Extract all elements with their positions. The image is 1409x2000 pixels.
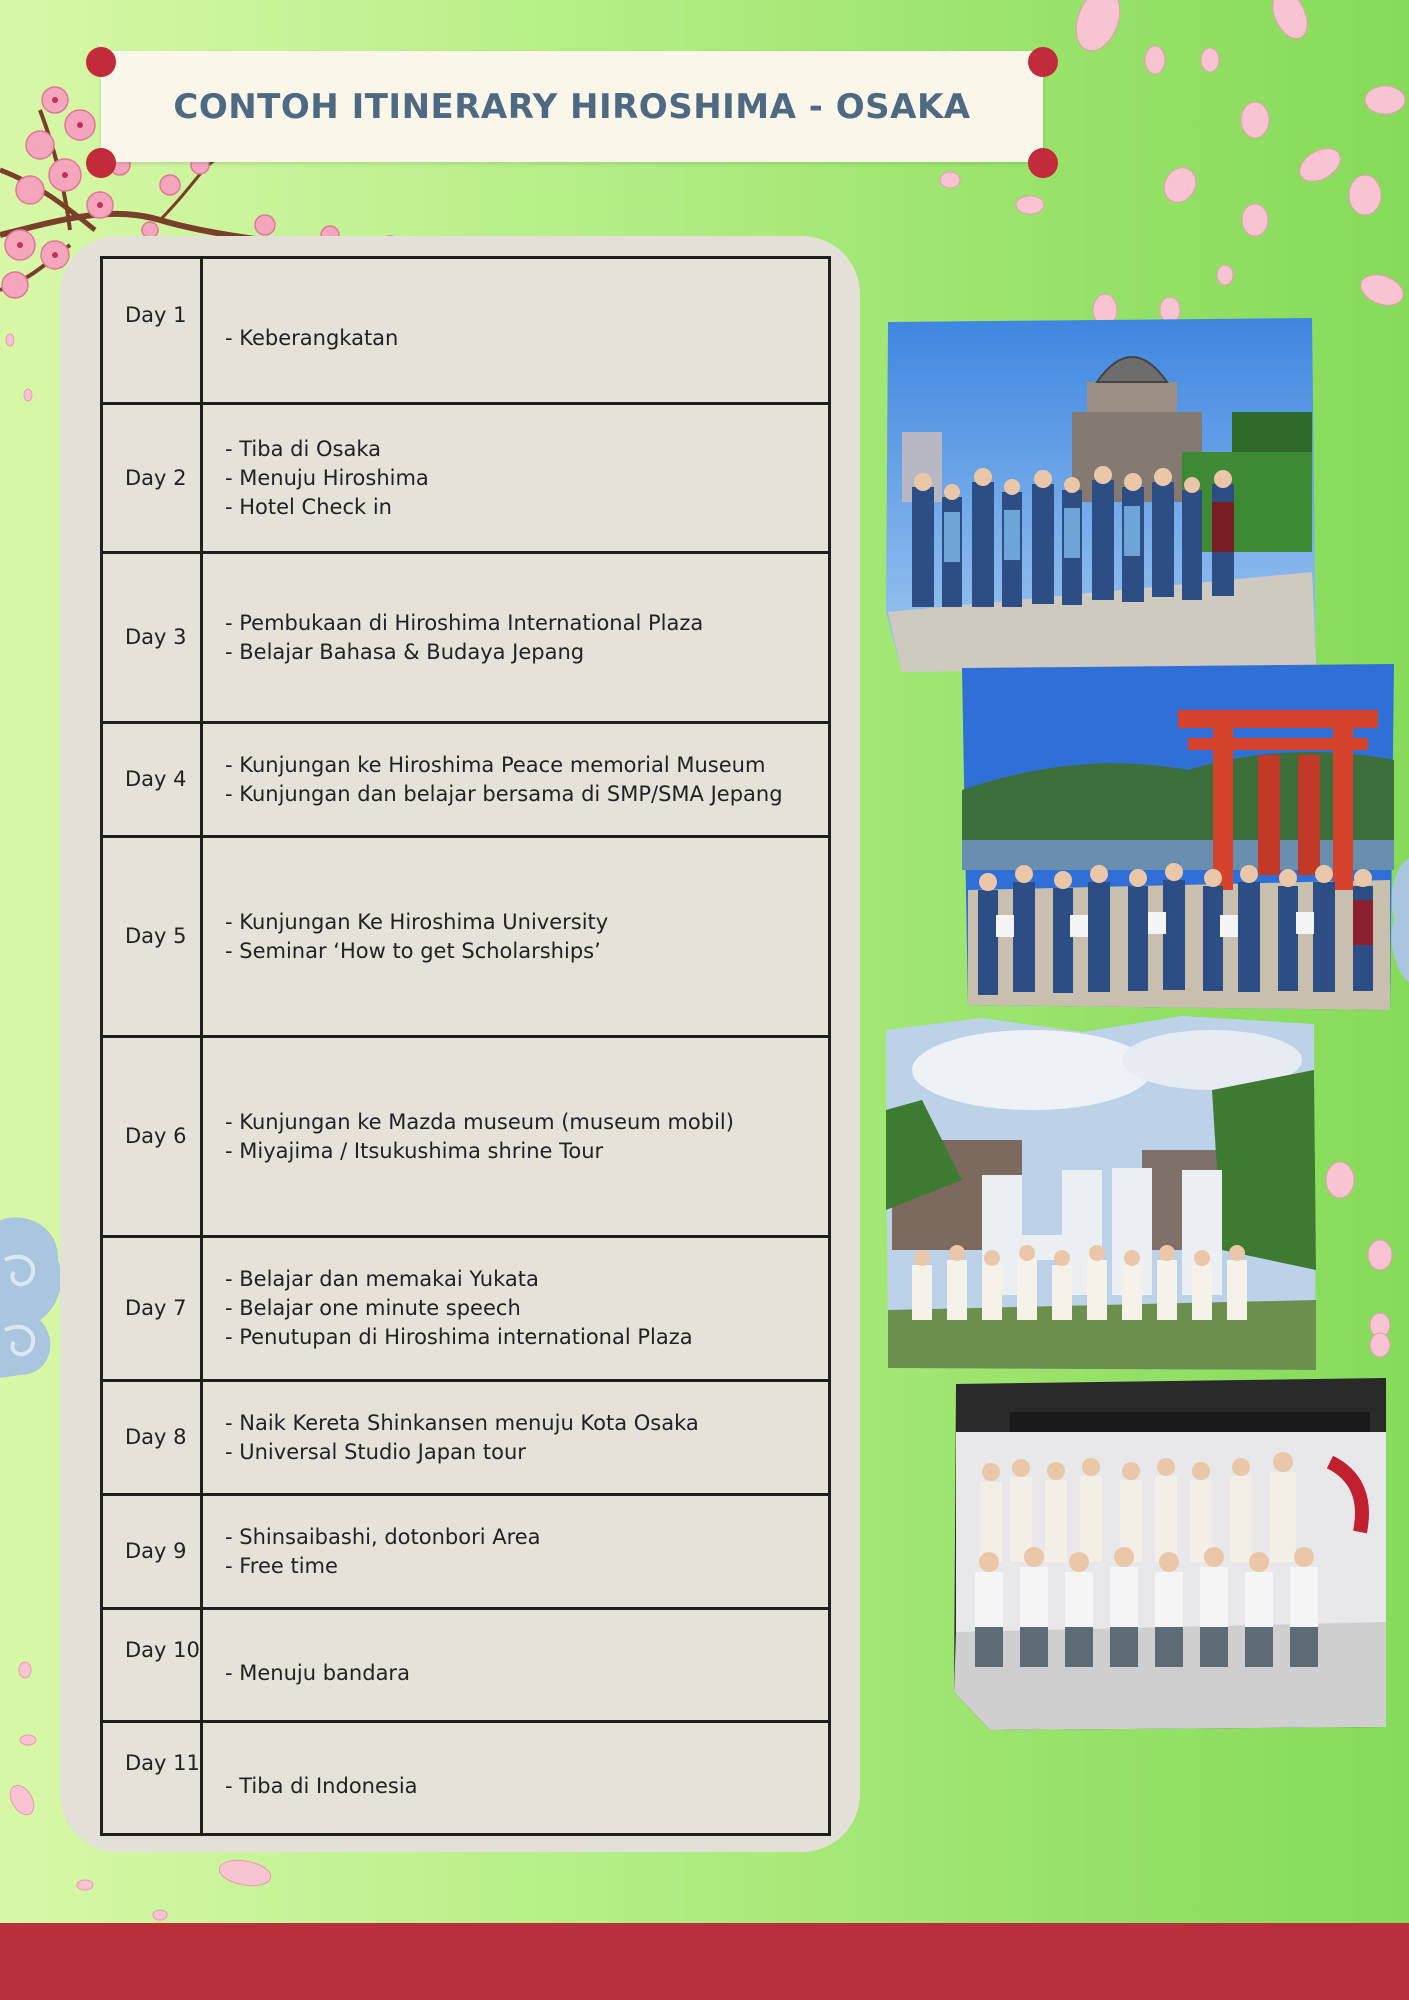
- itinerary-row: [102, 404, 830, 553]
- activity-item: - Belajar one minute speech: [225, 1296, 521, 1320]
- day-cell: [102, 1381, 202, 1495]
- activity-item: - Universal Studio Japan tour: [225, 1439, 526, 1464]
- activity-item: - Kunjungan dan belajar bersama di SMP/SMA Jepang: [225, 781, 783, 806]
- itinerary-table: [100, 256, 831, 1836]
- activities-cell: [202, 404, 830, 553]
- activity-item: - Menuju Hiroshima: [225, 465, 429, 490]
- itinerary-row: [102, 1609, 830, 1722]
- day-cell: [102, 1722, 202, 1835]
- day-label: Day 7: [125, 1296, 187, 1320]
- photo-torii-gate: [958, 660, 1396, 1015]
- activities-cell: [202, 258, 830, 404]
- activities-cell: [202, 1237, 830, 1381]
- day-label: Day 3: [125, 625, 187, 649]
- itinerary-row: [102, 1037, 830, 1237]
- itinerary-row: [102, 258, 830, 404]
- page-title: CONTOH ITINERARY HIROSHIMA - OSAKA: [173, 86, 971, 127]
- day-cell: [102, 1495, 202, 1609]
- activity-item: - Belajar Bahasa & Budaya Jepang: [225, 639, 585, 664]
- photo-university-monument-group-icon: [882, 1010, 1318, 1378]
- activity-item: - Shinsaibashi, dotonbori Area: [225, 1524, 541, 1549]
- photo-university-monument: [882, 1010, 1318, 1378]
- day-cell: [102, 404, 202, 553]
- itinerary-row: [102, 1237, 830, 1381]
- itinerary-row: [102, 553, 830, 723]
- day-label: Day 9: [125, 1539, 187, 1563]
- activity-item: - Kunjungan ke Mazda museum (museum mobil): [225, 1109, 734, 1134]
- activities-cell: [202, 837, 830, 1037]
- day-label: Day 8: [125, 1425, 187, 1449]
- activities-cell: [202, 723, 830, 837]
- day-cell: [102, 258, 202, 404]
- activity-item: - Tiba di Osaka: [225, 436, 381, 461]
- day-label: Day 10: [125, 1637, 200, 1662]
- day-label: Day 1: [125, 303, 187, 327]
- activity-item: - Hotel Check in: [225, 494, 392, 519]
- footer-band: [0, 1923, 1409, 2000]
- activity-item: - Menuju bandara: [225, 1660, 410, 1685]
- photo-museum: [950, 1372, 1390, 1734]
- activities-cell: [202, 1495, 830, 1609]
- day-label: Day 4: [125, 767, 187, 791]
- activity-item: - Keberangkatan: [225, 326, 399, 350]
- itinerary-row: [102, 837, 830, 1037]
- photo-atomic-dome-group-icon: [882, 312, 1318, 677]
- day-cell: [102, 1037, 202, 1237]
- day-cell: [102, 553, 202, 723]
- itinerary-row: [102, 1381, 830, 1495]
- photo-atomic-dome: [882, 312, 1318, 677]
- itinerary-row: [102, 723, 830, 837]
- day-label: Day 2: [125, 465, 187, 490]
- activity-item: - Seminar ‘How to get Scholarships’: [225, 938, 601, 963]
- itinerary-row: [102, 1495, 830, 1609]
- day-label: Day 11: [125, 1750, 200, 1775]
- activities-cell: [202, 1609, 830, 1722]
- activities-cell: [202, 1037, 830, 1237]
- activity-item: - Kunjungan ke Hiroshima Peace memorial Museum: [225, 752, 766, 777]
- activity-item: - Naik Kereta Shinkansen menuju Kota Osaka: [225, 1410, 699, 1435]
- title-banner: [101, 51, 1043, 162]
- activity-item: - Tiba di Indonesia: [225, 1773, 418, 1798]
- photo-torii-gate-group-icon: [958, 660, 1396, 1015]
- day-cell: [102, 723, 202, 837]
- activities-cell: [202, 1381, 830, 1495]
- cloud-ornament-icon: [0, 1210, 65, 1380]
- day-cell: [102, 1237, 202, 1381]
- activities-cell: [202, 1722, 830, 1835]
- day-cell: [102, 1609, 202, 1722]
- day-cell: [102, 837, 202, 1037]
- photo-museum-group-icon: [950, 1372, 1390, 1734]
- activity-item: - Belajar dan memakai Yukata: [225, 1267, 539, 1291]
- activity-item: - Free time: [225, 1553, 338, 1578]
- itinerary-row: [102, 1722, 830, 1835]
- activity-item: - Pembukaan di Hiroshima International Plaza: [225, 610, 704, 635]
- day-label: Day 5: [125, 924, 187, 948]
- activity-item: - Penutupan di Hiroshima international Plaza: [225, 1325, 693, 1349]
- activity-item: - Miyajima / Itsukushima shrine Tour: [225, 1138, 604, 1163]
- day-label: Day 6: [125, 1124, 187, 1148]
- activity-item: - Kunjungan Ke Hiroshima University: [225, 909, 609, 934]
- activities-cell: [202, 553, 830, 723]
